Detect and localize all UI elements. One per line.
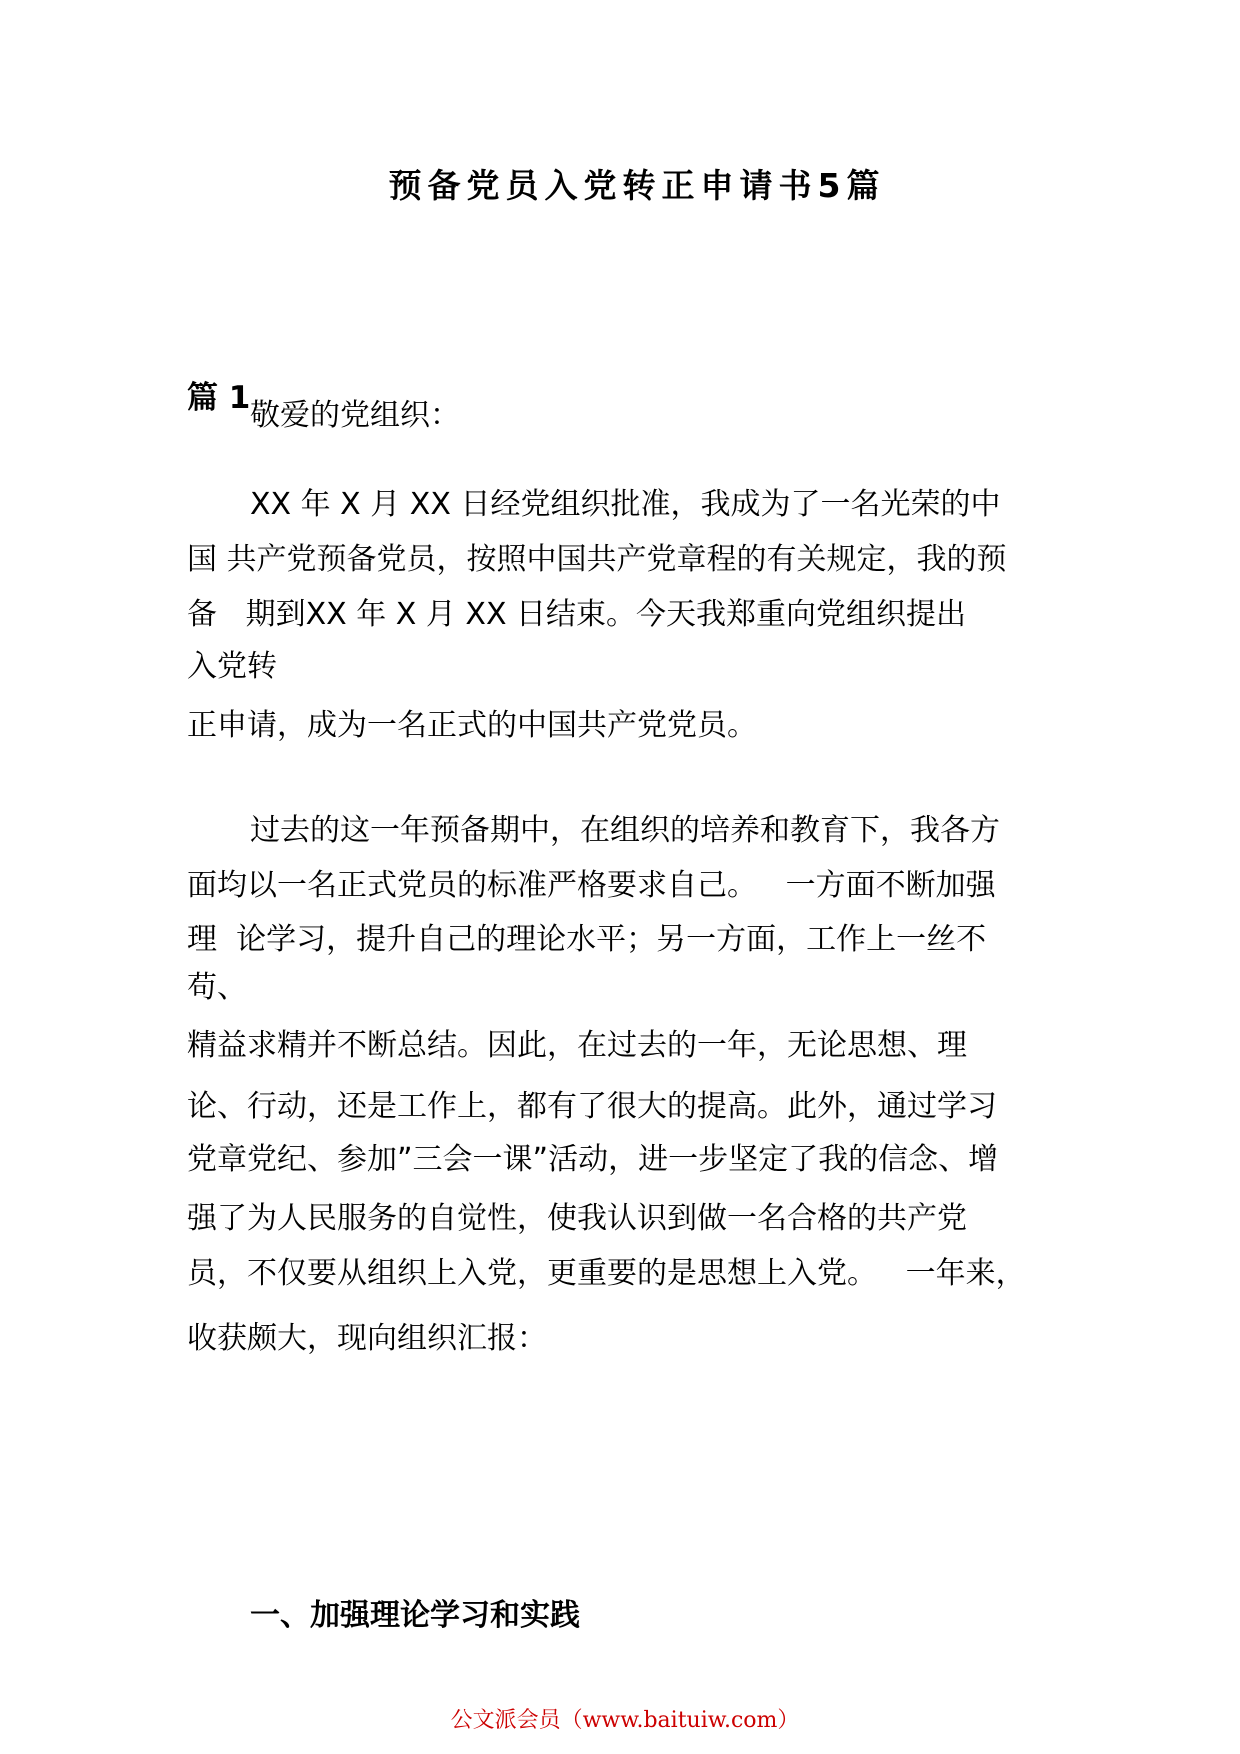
section-heading: 篇 1 — [187, 380, 251, 416]
paragraph1-line-2: 国 共产党预备党员，按照中国共产党章程的有关规定，我的预 — [187, 542, 1007, 577]
paragraph2-line-1: 过去的这一年预备期中，在组织的培养和教育下，我各方 — [250, 813, 1000, 848]
paragraph1-line-5: 正申请，成为一名正式的中国共产党党员。 — [187, 708, 757, 743]
paragraph2-line-6: 论、行动，还是工作上，都有了很大的提高。此外，通过学习 — [187, 1089, 997, 1124]
footer-watermark: 公文派会员（www.baituiw.com） — [450, 1708, 800, 1733]
subheading: 一、加强理论学习和实践 — [250, 1598, 580, 1633]
paragraph1-line-1: XX 年 X 月 XX 日经党组织批准，我成为了一名光荣的中 — [250, 487, 1001, 522]
paragraph1-line-4: 入党转 — [187, 649, 277, 684]
paragraph2-line-4: 苟、 — [187, 970, 247, 1005]
paragraph2-line-10: 收获颇大，现向组织汇报： — [187, 1321, 547, 1356]
paragraph2-line-9: 员，不仅要从组织上入党，更重要的是思想上入党。 一年来， — [187, 1256, 1026, 1291]
paragraph2-line-2: 面均以一名正式党员的标准严格要求自己。 一方面不断加强 — [187, 868, 996, 903]
paragraph2-line-7: 党章党纪、参加”三会一课”活动，进一步坚定了我的信念、增 — [187, 1142, 999, 1177]
paragraph1-line-3: 备 期到XX 年 X 月 XX 日结束。今天我郑重向党组织提出 — [187, 597, 967, 632]
paragraph2-line-3: 理 论学习，提升自己的理论水平；另一方面，工作上一丝不 — [187, 922, 987, 957]
salutation: 敬爱的党组织： — [250, 398, 460, 433]
document-title: 预备党员入党转正申请书5篇 — [388, 166, 886, 205]
paragraph2-line-5: 精益求精并不断总结。因此，在过去的一年，无论思想、理 — [187, 1028, 967, 1063]
paragraph2-line-8: 强了为人民服务的自觉性，使我认识到做一名合格的共产党 — [187, 1201, 967, 1236]
